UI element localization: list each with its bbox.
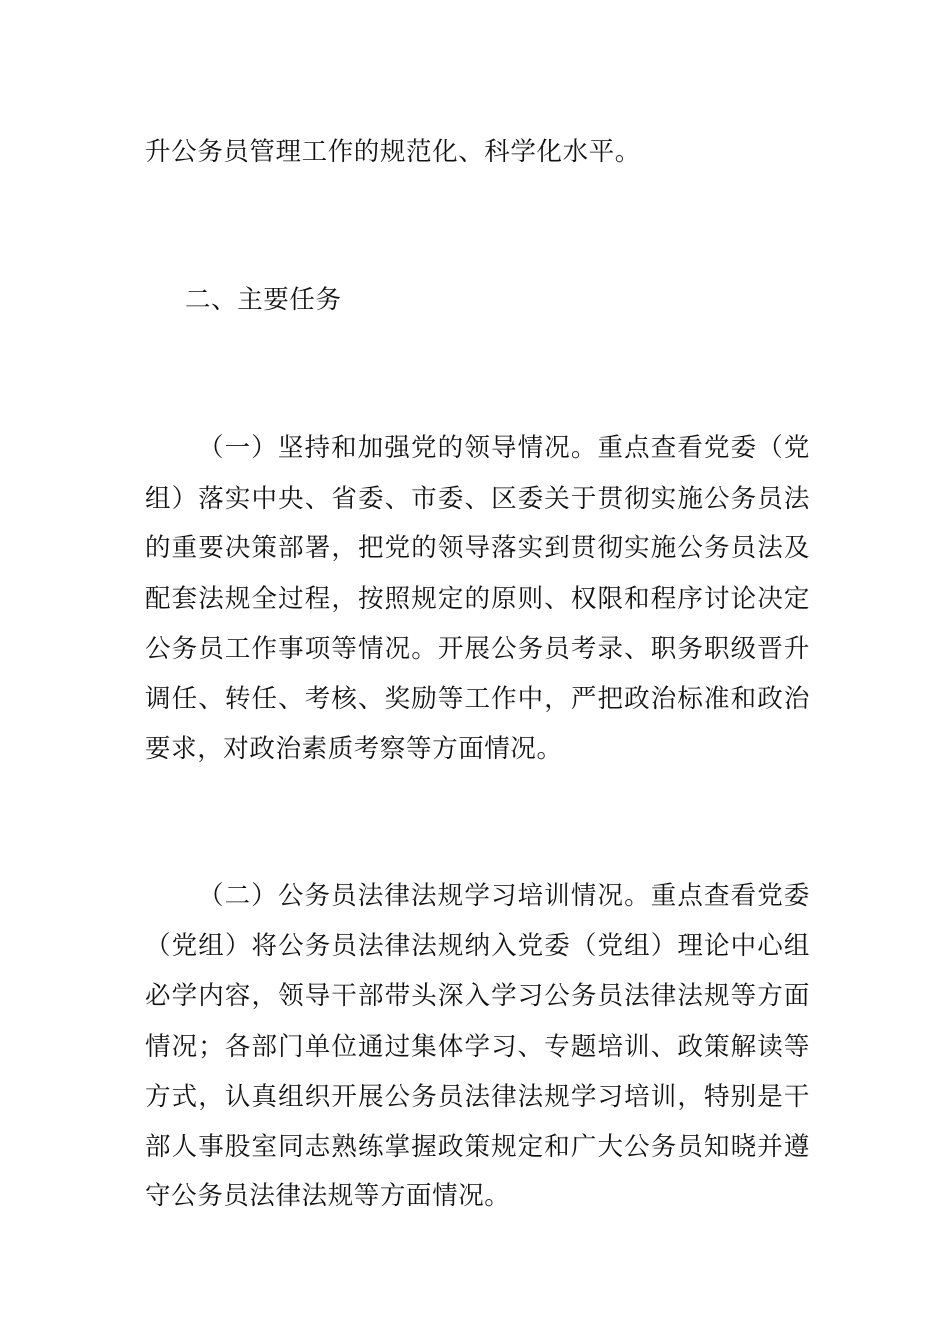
paragraph-2-line: 部人事股室同志熟练掌握政策规定和广大公务员知晓并遵: [145, 1132, 810, 1162]
paragraph-2-line: （党组）将公务员法律法规纳入党委（党组）理论中心组: [145, 931, 810, 961]
section-heading: 二、主要任务: [185, 285, 342, 315]
paragraph-2-line: 方式，认真组织开展公务员法律法规学习培训，特别是干: [145, 1082, 810, 1112]
paragraph-1-line: （一）坚持和加强党的领导情况。重点查看党委（党: [198, 433, 810, 463]
paragraph-1-line: 的重要决策部署，把党的领导落实到贯彻实施公务员法及: [145, 533, 810, 563]
paragraph-1-line: 组）落实中央、省委、市委、区委关于贯彻实施公务员法: [145, 484, 810, 514]
paragraph-1-line: 公务员工作事项等情况。开展公务员考录、职务职级晋升: [145, 634, 810, 664]
paragraph-1-line: 配套法规全过程，按照规定的原则、权限和程序讨论决定: [145, 584, 810, 614]
paragraph-2-line: （二）公务员法律法规学习培训情况。重点查看党委: [198, 881, 810, 911]
paragraph-2-line: 必学内容，领导干部带头深入学习公务员法律法规等方面: [145, 981, 810, 1011]
paragraph-1-line: 要求，对政治素质考察等方面情况。: [145, 734, 563, 764]
paragraph-2-line: 守公务员法律法规等方面情况。: [145, 1181, 511, 1211]
paragraph-1-line: 调任、转任、考核、奖励等工作中，严把政治标准和政治: [145, 684, 810, 714]
intro-line: 升公务员管理工作的规范化、科学化水平。: [145, 137, 641, 167]
paragraph-2-line: 情况；各部门单位通过集体学习、专题培训、政策解读等: [145, 1032, 810, 1062]
